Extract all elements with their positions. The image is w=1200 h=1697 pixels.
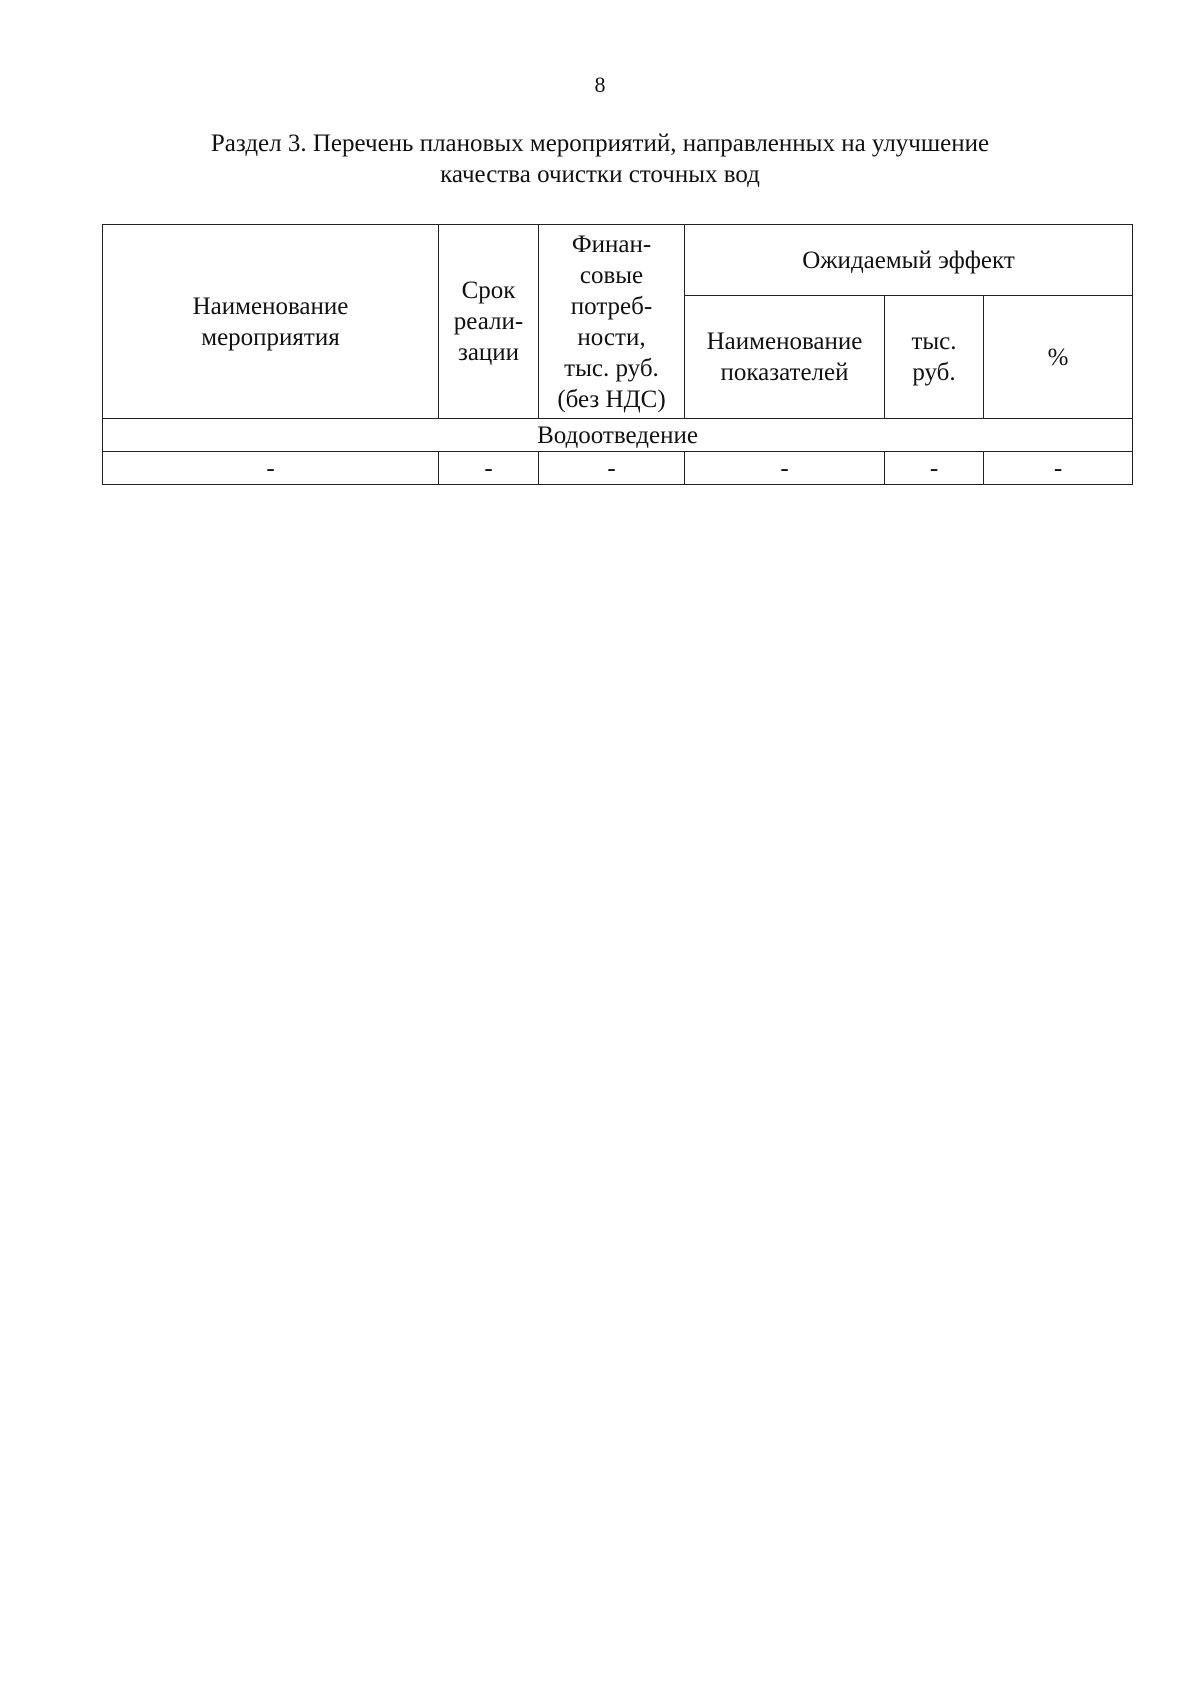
header-term: Срок реали- зации [439, 225, 539, 419]
table-cell: - [439, 452, 539, 485]
table-row [103, 452, 1133, 485]
page-number: 8 [594, 72, 606, 97]
table-cell: - [103, 452, 439, 485]
header-thousand-rub: тыс. руб. [885, 296, 984, 419]
header-percent: % [984, 296, 1133, 419]
group-label: Водоотведение [103, 419, 1133, 452]
section-title-line-2: качества очистки сточных вод [440, 161, 760, 188]
header-indicators: Наименование показателей [685, 296, 885, 419]
table-cell: - [685, 452, 885, 485]
table-cell: - [984, 452, 1133, 485]
header-finance: Финан- совые потреб- ности, тыс. руб. (без НДС) [539, 225, 685, 419]
header-expected-effect: Ожидаемый эффект [685, 225, 1133, 296]
header-event-name: Наименование мероприятия [103, 225, 439, 419]
table-cell: - [539, 452, 685, 485]
header-row [103, 225, 1133, 296]
group-row [103, 419, 1133, 452]
section-title [100, 128, 1100, 190]
section-title-line-1: Раздел 3. Перечень плановых мероприятий, направленных на улучшение [210, 130, 990, 157]
measures-table [102, 224, 1133, 485]
table-cell: - [885, 452, 984, 485]
